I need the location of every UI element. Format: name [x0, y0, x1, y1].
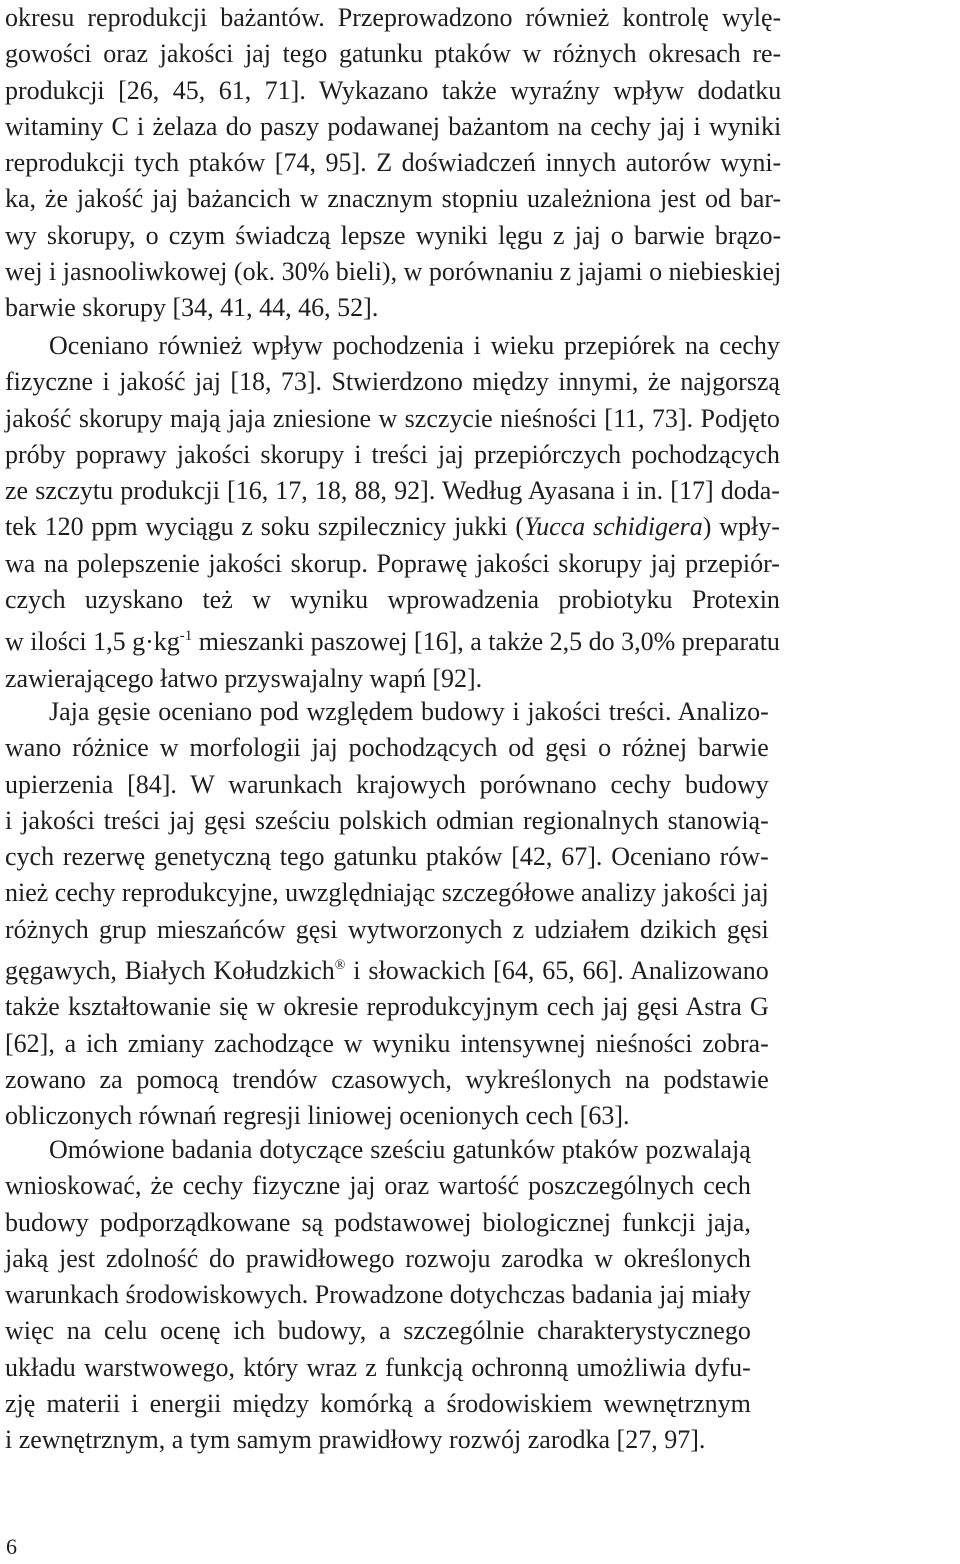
text-run: gęgawych, Białych Kołudzkich	[5, 956, 335, 986]
text-run: i słowackich [64, 65, 66]. Analizowano	[345, 956, 769, 986]
text-line: nież cechy reprodukcyjne, uwzględniając szczegółowe analizy jakości jaj	[5, 878, 769, 908]
paragraph-quail-eggs	[5, 328, 780, 697]
text-line: zję materii i energii między komórką a środowiskiem wewnętrznym	[5, 1389, 751, 1419]
text-line: barwie skorupy [34, 41, 44, 46, 52].	[5, 293, 379, 323]
text-line: budowy podporządkowane są podstawowej biologicznej funkcji jaja,	[5, 1207, 751, 1237]
paragraph-summary	[5, 1132, 751, 1459]
text-line: zowano za pomocą trendów czasowych, wykreślonych na podstawie	[5, 1064, 769, 1094]
text-line: układu warstwowego, który wraz z funkcją ochronną umożliwia dyfu-	[5, 1352, 751, 1382]
text-line: upierzenia [84]. W warunkach krajowych porównano cechy budowy	[5, 769, 769, 799]
text-run: mieszanki paszowej [16], a także 2,5 do 3,0% preparatu	[192, 627, 780, 657]
text-line: Omówione badania dotyczące sześciu gatunków ptaków pozwalają	[49, 1135, 751, 1164]
text-line: cych rezerwę genetyczną tego gatunku ptaków [42, 67]. Oceniano rów-	[5, 842, 769, 872]
text-line: fizyczne i jakość jaj [18, 73]. Stwierdzono między innymi, że najgorszą	[5, 367, 780, 397]
text-line	[5, 618, 780, 660]
text-line: Jaja gęsie oceniano pod względem budowy i jakości treści. Analizo-	[49, 697, 769, 726]
paragraph-goose-eggs	[5, 694, 769, 1135]
text-line: okresu reprodukcji bażantów. Przeprowadzono również kontrolę wylę-	[5, 3, 782, 32]
unit-exponent: -1	[179, 628, 193, 645]
text-line: próby poprawy jakości skorupy i treści jaj przepiórczych pochodzących	[5, 439, 780, 469]
text-line: wano różnice w morfologii jaj pochodzących od gęsi o różnej barwie	[5, 733, 769, 763]
text-line	[5, 948, 769, 989]
species-name: Yucca schidigera	[524, 512, 703, 542]
text-line: produkcji [26, 45, 61, 71]. Wykazano także wyraźny wpływ dodatku	[5, 75, 782, 105]
text-line: wy skorupy, o czym świadczą lepsze wyniki lęgu z jaj o barwie brązo-	[5, 220, 782, 250]
text-line: witaminy C i żelaza do paszy podawanej bażantom na cechy jaj i wyniki	[5, 111, 782, 141]
text-line: Oceniano również wpływ pochodzenia i wieku przepiórek na cechy	[49, 331, 780, 360]
text-line: i jakości treści jaj gęsi sześciu polskich odmian regionalnych stanowią-	[5, 805, 769, 835]
text-line: także kształtowanie się w okresie reprodukcyjnym cech jaj gęsi Astra G	[5, 992, 769, 1022]
text-line: warunkach środowiskowych. Prowadzone dotychczas badania jaj miały	[5, 1280, 751, 1310]
text-line: ze szczytu produkcji [16, 17, 18, 88, 92]. Według Ayasana i in. [17] doda-	[5, 476, 780, 506]
registered-mark: ®	[334, 958, 346, 974]
paragraph-pheasant-eggs	[5, 0, 781, 327]
text-line: wa na polepszenie jakości skorup. Poprawę jakości skorupy jaj przepiór-	[5, 548, 780, 578]
text-line: obliczonych równań regresji liniowej ocenionych cech [63].	[5, 1101, 630, 1131]
text-line: więc na celu ocenę ich budowy, a szczególnie charakterystycznego	[5, 1316, 751, 1346]
text-run: ) wpły-	[702, 512, 780, 542]
page-number: 6	[6, 1534, 17, 1559]
text-line: ka, że jakość jaj bażancich w znacznym stopniu uzależniona jest od bar-	[5, 184, 782, 214]
text-run: w ilości 1,5 g·kg	[5, 627, 180, 657]
text-line: gowości oraz jakości jaj tego gatunku ptaków w różnych okresach re-	[5, 39, 782, 69]
text-line: jakość skorupy mają jaja zniesione w szczycie nieśności [11, 73]. Podjęto	[5, 403, 780, 433]
text-line: [62], a ich zmiany zachodzące w wyniku intensywnej nieśności zobra-	[5, 1028, 769, 1058]
text-line	[5, 509, 780, 545]
text-line: i zewnętrznym, a tym samym prawidłowy rozwój zarodka [27, 97].	[5, 1425, 706, 1455]
text-run: tek 120 ppm wyciągu z soku szpilecznicy jukki (	[5, 512, 525, 542]
text-line: różnych grup mieszańców gęsi wytworzonych z udziałem dzikich gęsi	[5, 914, 769, 944]
text-line: reprodukcji tych ptaków [74, 95]. Z doświadczeń innych autorów wyni-	[5, 148, 782, 178]
text-line: wej i jasnooliwkowej (ok. 30% bieli), w porównaniu z jajami o niebieskiej	[5, 257, 782, 287]
text-line: zawierającego łatwo przyswajalny wapń [92].	[5, 663, 483, 693]
text-line: jaką jest zdolność do prawidłowego rozwoju zarodka w określonych	[5, 1243, 751, 1273]
text-line: czych uzyskano też w wyniku wprowadzenia probiotyku Protexin	[5, 585, 780, 615]
text-line: wnioskować, że cechy fizyczne jaj oraz wartość poszczególnych cech	[5, 1171, 751, 1201]
